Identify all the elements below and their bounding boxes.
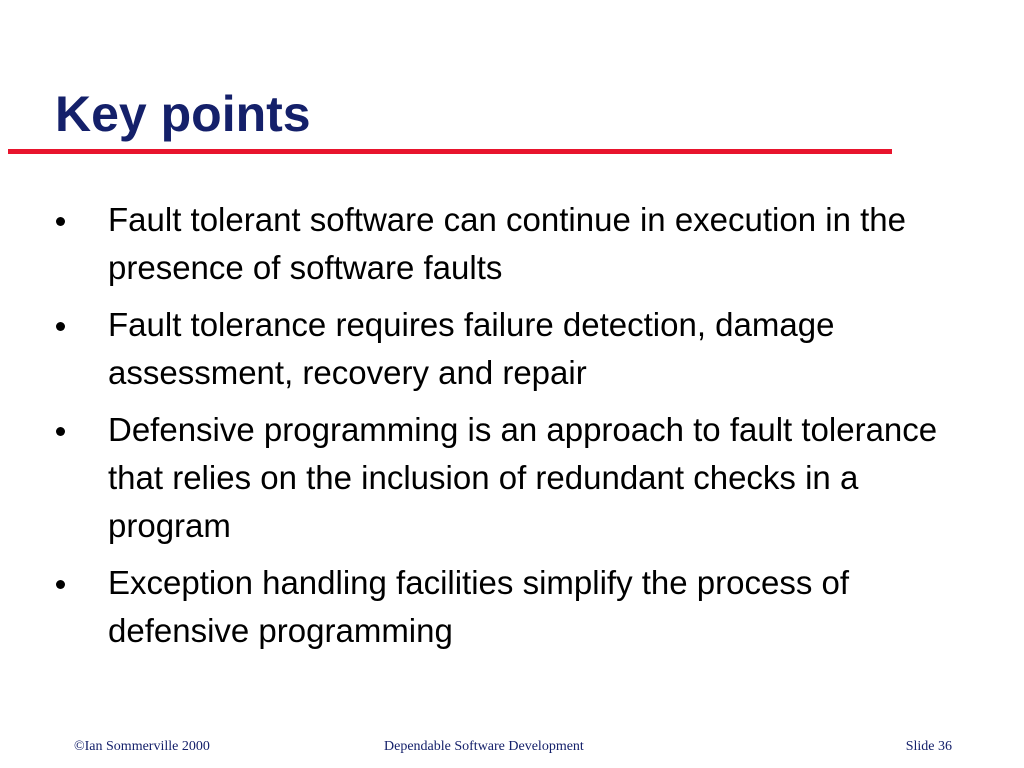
bullet-item <box>52 196 972 292</box>
bullet-dot-icon <box>56 322 65 331</box>
bullet-text: Fault tolerance requires failure detection, damage assessment, recovery and repair <box>108 306 835 391</box>
bullet-item <box>52 559 972 655</box>
slide-footer <box>0 737 1024 757</box>
title-underline <box>8 149 892 154</box>
bullet-item <box>52 406 972 550</box>
bullet-dot-icon <box>56 427 65 436</box>
bullet-text: Exception handling facilities simplify the process of defensive programming <box>108 564 850 649</box>
bullet-text: Defensive programming is an approach to fault tolerance that relies on the inclusion of redundant checks in a program <box>108 411 938 544</box>
bullet-text: Fault tolerant software can continue in execution in the presence of software faults <box>108 201 906 286</box>
bullet-dot-icon <box>56 217 65 226</box>
footer-slide-number: Slide 36 <box>905 739 952 754</box>
bullet-item <box>52 301 972 397</box>
footer-course-title: Dependable Software Development <box>384 739 584 754</box>
bullet-dot-icon <box>56 580 65 589</box>
footer-copyright: ©Ian Sommerville 2000 <box>74 739 210 754</box>
slide-title: Key points <box>55 86 311 142</box>
key-points-list <box>52 196 972 664</box>
